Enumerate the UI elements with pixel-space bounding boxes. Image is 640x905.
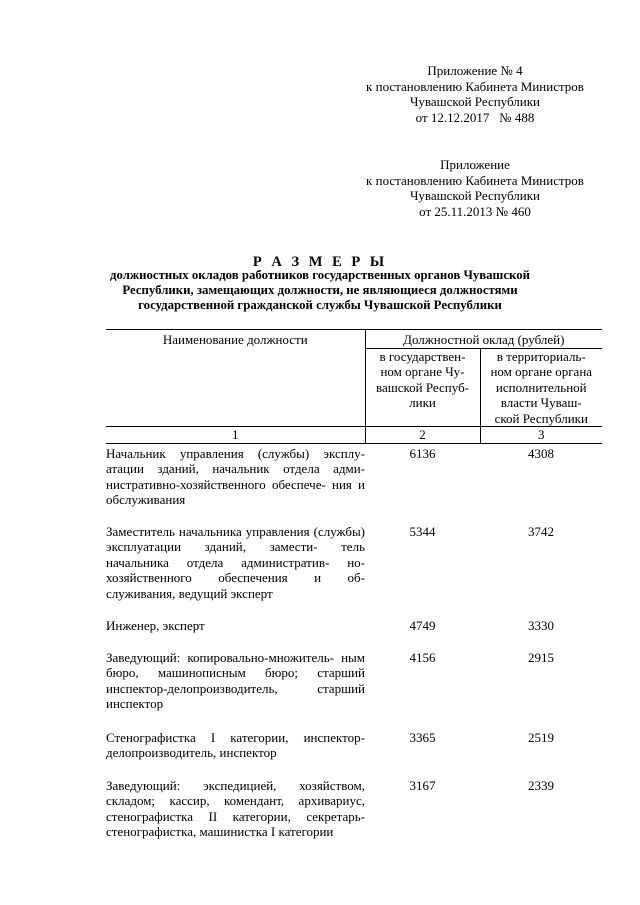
- table-row: [106, 648, 602, 728]
- appendix-line: к постановлению Кабинета Министров: [366, 172, 584, 188]
- salary-state-body: 3365: [409, 729, 436, 745]
- position-name: Начальник управления (службы) эксплу- атации зданий, начальник отдела адми- нистративно-хозяйственного обеспече- ния и обслуживания: [106, 445, 365, 507]
- position-name: Заведующий: копировально-множитель- ным бюро, машинописным бюро; старший инспектор-делопроизводитель, старший инспектор: [106, 649, 366, 711]
- position-name: Стенографистка I категории, инспектор- делопроизводитель, инспектор: [106, 729, 365, 760]
- header-position: Наименование должности: [106, 330, 365, 427]
- table-row: [106, 522, 602, 616]
- salary-state-body: 4156: [409, 649, 436, 665]
- appendix-line: от 12.12.2017 № 488: [415, 109, 535, 125]
- position-name: Инженер, эксперт: [106, 617, 205, 633]
- salary-territorial-body: 2915: [528, 649, 554, 665]
- salary-state-body: 6136: [409, 445, 436, 461]
- document-title: Р А З М Е Р Ы: [252, 254, 388, 270]
- appendix-line: Приложение: [440, 157, 510, 172]
- column-number: 3: [480, 427, 602, 444]
- header-state-body: в государствен- ном органе Чу- вашской Респуб- лики: [365, 348, 480, 427]
- document-subtitle: [0, 268, 640, 313]
- subtitle-line: государственной гражданской службы Чувашской Республики: [138, 298, 502, 312]
- appendix-line: Чувашской Республики: [409, 94, 541, 109]
- salary-territorial-body: 3742: [528, 523, 554, 539]
- table-row: [106, 728, 602, 776]
- table-row: [106, 616, 602, 648]
- salary-table: [106, 329, 602, 840]
- appendix-line: от 25.11.2013 № 460: [419, 203, 531, 219]
- header-territorial-body: в территориаль- ном органе органа исполнительной власти Чуваш- ской Республики: [490, 348, 593, 426]
- salary-state-body: 5344: [409, 523, 436, 539]
- salary-state-body: 4749: [409, 617, 436, 633]
- appendix-original: [330, 157, 620, 219]
- salary-territorial-body: 3330: [528, 617, 554, 633]
- salary-territorial-body: 4308: [528, 445, 554, 461]
- appendix-line: Приложение № 4: [427, 63, 523, 78]
- appendix-line: к постановлению Кабинета Министров: [366, 78, 584, 94]
- position-name: Заведующий: экспедицией, хозяйством, складом; кассир, комендант, архивариус, стенографистка II категории, секретарь- стенографистка, машинистка I категории: [106, 777, 365, 839]
- appendix-line: Чувашской Республики: [409, 188, 541, 203]
- column-number: 2: [365, 427, 480, 444]
- position-name: Заместитель начальника управления (службы) эксплуатации зданий, замести- тель начальника отдела административ- но-хозяйственного обеспечения и об- служивания, ведущий эксперт: [106, 523, 366, 601]
- table-row: [106, 776, 602, 840]
- subtitle-line: должностных окладов работников государственных органов Чувашской: [110, 268, 530, 282]
- salary-territorial-body: 2339: [528, 777, 554, 793]
- salary-state-body: 3167: [409, 777, 436, 793]
- header-salary: Должностной оклад (рублей): [365, 330, 602, 349]
- subtitle-line: Республики, замещающих должности, не являющиеся должностями: [122, 283, 518, 297]
- column-number: 1: [106, 427, 365, 444]
- appendix-current: [330, 63, 620, 125]
- table-row: [106, 443, 602, 522]
- salary-territorial-body: 2519: [528, 729, 554, 745]
